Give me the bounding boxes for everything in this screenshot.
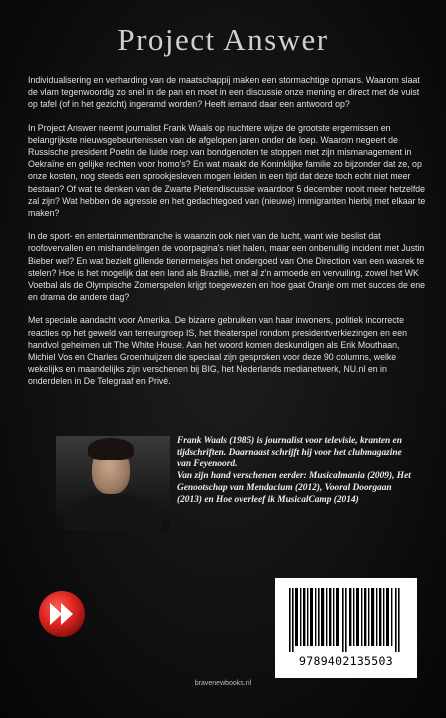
blurb (28, 74, 426, 399)
publisher-website: bravenewbooks.nl (194, 680, 252, 687)
barcode (275, 578, 417, 678)
author-bio-works: Van zijn hand verschenen eerder: Musicalmania (2009), Het Genootschap van Mendacium (2012), Vooral Doorgaan (2013) en Hoe overleef ik MusicalCamp (2014) (177, 471, 411, 505)
blurb-paragraph: Individualisering en verharding van de maatschappij maken een stormachtige opmars. Waarom slaat de vlam tegenwoordig zo snel in de pan en moet in een discussie onze mening er direct met de vuist op tafel (of in het gezicht) ingeramd worden? Heeft iemand daar een antwoord op? (28, 75, 420, 110)
blurb-paragraph: Met speciale aandacht voor Amerika. De bizarre gebruiken van haar inwoners, politiek incorrecte reacties op het geweld van terreurgroep IS, het theaterspel rondom presidentverkiezingen en een handvol geheimen uit The White House. Aan het woord komen deskundigen als Erik Mouthaan, Michiel Vos en Charles Groenhuijzen die speciaal zijn gesproken voor deze 90 columns, welke wekelijks en maandelijks zijn verschenen bij BIG, het Nederlands medianetwerk, NU.nl en in onderdelen in De Telegraaf en Privé. (28, 315, 407, 387)
isbn-number: 9789402135503 (299, 654, 393, 668)
blurb-paragraph: In de sport- en entertainmentbranche is waanzin ook niet van de lucht, want wie beslist dat roofovervallen en mishandelingen de voorpagina's niet halen, maar een onbenullig incident met Justin Bieber wel? En wat bezielt gillende tienermeisjes het ondergoed van One Direction van een wasrek te stelen? Hoe is het mogelijk dat een land als Brazilië, met al z'n armoede en vervuiling, zowel het WK Voetbal als de Olympische Zomerspelen krijgt toegewezen en hoe gaat Oranje om met succes de ene en drama de andere dag? (28, 231, 426, 303)
fast-forward-icon (38, 590, 86, 638)
author-photo (56, 436, 170, 530)
barcode-icon (287, 588, 405, 652)
blurb-paragraph: In Project Answer neemt journalist Frank Waals op nuchtere wijze de grootste ergernissen en belangrijkste nieuwsgebeurtenissen van de afgelopen jaren onder de loep. Waarom negeert de Russische president Poetin de luide roep van bondgenoten te stoppen met zijn mismanagement in Oekraïne en gelijke rechten voor homo's? En wat maakt de Koninklijke familie zo bijzonder dat ze, op onze kosten, nog steeds een sprookjesleven mogen leiden in een tijd dat deze toch echt niet meer bestaan? Of wat te denken van de Zwarte Pietendiscussie waardoor 5 december nooit meer hetzelfde zal zijn? Wat hebben de agressie en het gedachtegoed van (nieuwe) immigranten hierbij met elkaar te maken? (28, 122, 426, 219)
author-bio-intro: Frank Waals (1985) is journalist voor televisie, kranten en tijdschriften. Daarnaast schrijft hij voor het clubmagazine van Feyenoord. (177, 436, 402, 470)
book-title: Project Answer (117, 22, 329, 57)
author-bio (177, 436, 417, 506)
